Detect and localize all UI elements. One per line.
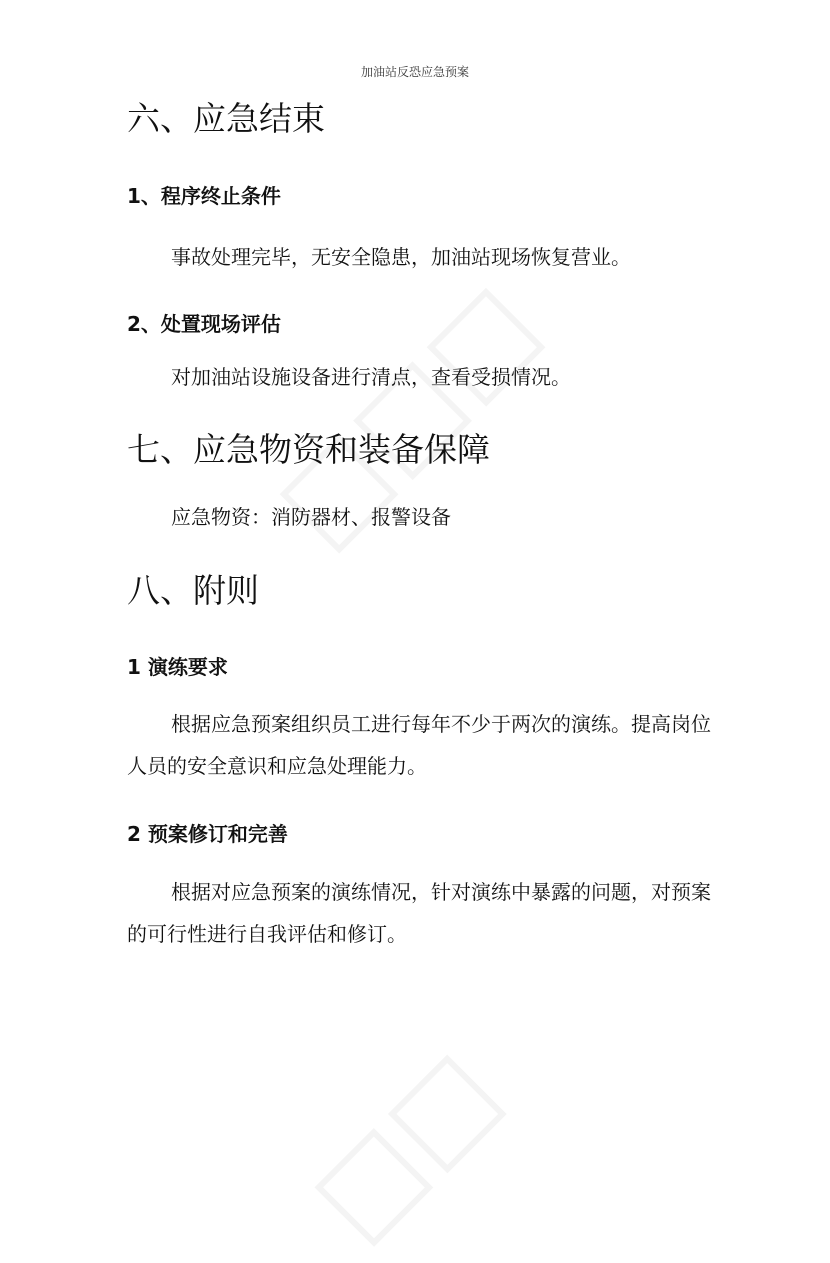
section-8-1-text: 根据应急预案组织员工进行每年不少于两次的演练。提高岗位人员的安全意识和应急处理能力。 xyxy=(127,712,711,778)
section-7-text: 应急物资：消防器材、报警设备 xyxy=(171,505,451,529)
section-7-heading: 七、应急物资和装备保障 xyxy=(127,430,490,469)
section-6-2-heading: 2、处置现场评估 xyxy=(127,312,281,336)
page-header: 加油站反恐应急预案 xyxy=(360,65,469,79)
section-8-2-heading: 2 预案修订和完善 xyxy=(127,822,288,846)
section-6-2-text: 对加油站设施设备进行清点，查看受损情况。 xyxy=(171,365,571,389)
section-6-1-text: 事故处理完毕，无安全隐患，加油站现场恢复营业。 xyxy=(171,245,631,269)
section-6-1-heading: 1、程序终止条件 xyxy=(127,184,281,208)
section-8-2-text: 根据对应急预案的演练情况，针对演练中暴露的问题，对预案的可行性进行自我评估和修订。 xyxy=(127,880,711,946)
section-6-heading: 六、应急结束 xyxy=(127,99,325,138)
section-8-1-heading: 1 演练要求 xyxy=(127,655,228,679)
section-8-heading: 八、附则 xyxy=(127,571,259,610)
watermark xyxy=(285,1025,522,1262)
